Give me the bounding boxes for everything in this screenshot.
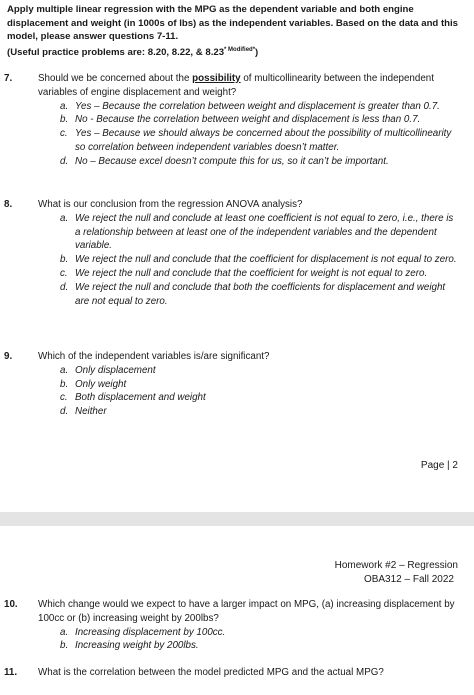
- option-letter: b.: [60, 378, 69, 390]
- option-text: Only weight: [75, 378, 127, 390]
- option-letter: d.: [60, 155, 69, 167]
- page-number-footer: Page | 2: [420, 460, 458, 471]
- answer-option: [21, 364, 461, 378]
- option-letter: b.: [60, 640, 69, 652]
- answer-option: [21, 267, 461, 281]
- question-stem-start: Should we be concerned about the: [38, 73, 193, 84]
- option-letter: b.: [60, 254, 69, 266]
- question-8: [4, 198, 461, 308]
- option-letter: c.: [60, 128, 68, 140]
- option-text: Both displacement and weight: [75, 392, 206, 404]
- option-letter: d.: [60, 406, 69, 418]
- question-stem: Which of the independent variables is/are significant?: [38, 351, 270, 362]
- document-page-3: [0, 526, 474, 695]
- answer-option: [21, 281, 461, 309]
- answer-option: [21, 639, 461, 653]
- option-text: We reject the null and conclude that both the coefficients for displacement and weight are not equal to zero.: [75, 281, 446, 307]
- option-text: Increasing weight by 200lbs.: [75, 640, 199, 652]
- practice-problems-close: ): [255, 46, 259, 58]
- question-number: 8.: [4, 199, 13, 210]
- answer-option: [21, 212, 461, 253]
- header-course: OBA312 – Fall 2022: [363, 573, 454, 585]
- question-stem-emphasis: possibility: [192, 73, 241, 84]
- question-number: 11.: [4, 667, 18, 678]
- page-header: [335, 559, 458, 586]
- option-text: No – Because excel doesn’t compute this for us, so it can’t be important.: [75, 155, 389, 167]
- question-number: 10.: [4, 599, 18, 610]
- option-text: We reject the null and conclude that the coefficient for weight is not equal to zero.: [75, 267, 428, 279]
- answer-options: [21, 100, 461, 169]
- answer-option: [21, 127, 461, 155]
- option-letter: c.: [60, 267, 68, 279]
- option-text: No - Because the correlation between weight and displacement is less than 0.7.: [75, 114, 421, 126]
- option-text: Increasing displacement by 100cc.: [75, 626, 226, 638]
- option-letter: c.: [60, 392, 68, 404]
- page-separator: [0, 512, 474, 526]
- question-number: 7.: [4, 73, 13, 84]
- instructions-paragraph: [7, 3, 469, 59]
- header-title: Homework #2 – Regression: [334, 560, 458, 571]
- question-stem: Which change would we expect to have a larger impact on MPG, (a) increasing displacement by 100cc or (b) increasing weight by 200lbs?: [38, 599, 455, 624]
- question-9: [4, 350, 461, 419]
- question-stem: What is the correlation between the model predicted MPG and the actual MPG?: [38, 667, 384, 678]
- option-text: Yes – Because the correlation between weight and displacement is greater than 0.7.: [75, 100, 440, 112]
- question-stem-end: of multicollinearity between the independent variables of engine displacement and weight?: [38, 73, 434, 98]
- option-letter: a.: [60, 626, 69, 638]
- question-number: 9.: [4, 351, 13, 362]
- modified-superscript: * Modified*: [224, 46, 256, 53]
- option-letter: d.: [60, 281, 69, 293]
- option-text: Yes – Because we should always be concerned about the possibility of multicollinearity so correlation between independent variables doesn’t matter.: [75, 128, 452, 153]
- option-letter: a.: [60, 364, 69, 376]
- option-text: Only displacement: [75, 364, 156, 376]
- option-letter: b.: [60, 114, 69, 126]
- practice-problems-text: (Useful practice problems are: 8.20, 8.22, & 8.23: [7, 46, 225, 58]
- option-letter: a.: [60, 100, 69, 112]
- answer-option: [21, 405, 461, 419]
- instructions-text: Apply multiple linear regression with the MPG as the dependent variable and both engine displacement and weight (in 1000s of lbs) as the independent variables. Based on the data and this model, please answer questions 7-11.: [7, 4, 459, 43]
- option-text: Neither: [75, 406, 107, 418]
- answer-options: [21, 626, 461, 654]
- question-10: [4, 598, 461, 653]
- answer-option: [21, 391, 461, 405]
- answer-option: [21, 626, 461, 640]
- answer-option: [21, 155, 461, 169]
- answer-option: [21, 100, 461, 114]
- answer-options: [21, 364, 461, 419]
- answer-options: [21, 212, 461, 309]
- option-text: We reject the null and conclude that the coefficient for displacement is not equal to zero.: [75, 254, 457, 266]
- option-text: We reject the null and conclude at least one coefficient is not equal to zero, i.e., there is a relationship between at least one of the independent variables and the dependent variable.: [75, 212, 454, 252]
- option-letter: a.: [60, 212, 69, 224]
- answer-option: [21, 253, 461, 267]
- question-11: [4, 666, 461, 680]
- answer-option: [21, 113, 461, 127]
- question-7: [4, 72, 461, 169]
- question-stem: What is our conclusion from the regression ANOVA analysis?: [38, 199, 303, 210]
- answer-option: [21, 378, 461, 392]
